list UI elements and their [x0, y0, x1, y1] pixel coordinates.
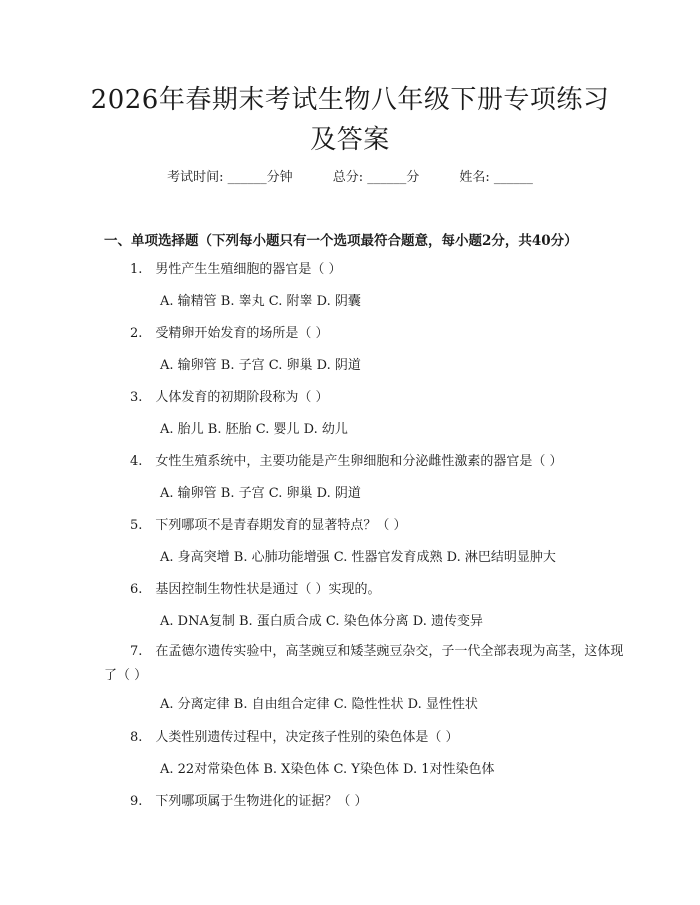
question-text: 1. 男性产生生殖细胞的器官是（ ）	[130, 262, 342, 277]
question-options: A. DNA复制 B. 蛋白质合成 C. 染色体分离 D. 遗传变异	[160, 614, 484, 629]
question-text: 8. 人类性别遗传过程中，决定孩子性别的染色体是（ ）	[130, 730, 459, 745]
question-options: A. 分离定律 B. 自由组合定律 C. 隐性性状 D. 显性性状	[160, 697, 478, 712]
name-field: 姓名: ______	[459, 170, 533, 185]
question-options: A. 输卵管 B. 子宫 C. 卵巢 D. 阴道	[160, 358, 361, 373]
question-text: 7. 在孟德尔遗传实验中，高茎豌豆和矮茎豌豆杂交，子一代全部表现为高茎，这体现了（ ）	[104, 644, 624, 683]
question-text: 4. 女性生殖系统中，主要功能是产生卵细胞和分泌雌性激素的器官是（ ）	[130, 454, 563, 469]
total-score-field: 总分: ______分	[332, 170, 420, 185]
section-heading: 一、单项选择题（下列每小题只有一个选项最符合题意，每小题2分，共40分）	[104, 233, 578, 249]
exam-meta	[0, 168, 700, 188]
document-title	[90, 80, 610, 160]
exam-time-field: 考试时间: ______分钟	[167, 170, 293, 185]
question-text: 2. 受精卵开始发育的场所是（ ）	[130, 326, 329, 341]
question-options: A. 22对常染色体 B. X染色体 C. Y染色体 D. 1对性染色体	[160, 762, 495, 777]
question-text: 3. 人体发育的初期阶段称为（ ）	[130, 390, 329, 405]
question-text: 6. 基因控制生物性状是通过（ ）实现的。	[130, 582, 381, 597]
title-line-1: 2026年春期末考试生物八年级下册专项练习	[90, 85, 610, 115]
question-options: A. 输精管 B. 睾丸 C. 附睾 D. 阴囊	[160, 294, 361, 309]
title-line-2: 及答案	[310, 125, 390, 155]
question-options: A. 身高突增 B. 心肺功能增强 C. 性器官发育成熟 D. 淋巴结明显肿大	[160, 550, 556, 565]
question-options: A. 胎儿 B. 胚胎 C. 婴儿 D. 幼儿	[160, 422, 348, 437]
question-text: 5. 下列哪项不是青春期发育的显著特点？（ ）	[130, 518, 407, 533]
question-text: 9. 下列哪项属于生物进化的证据？（ ）	[130, 794, 368, 809]
question-options: A. 输卵管 B. 子宫 C. 卵巢 D. 阴道	[160, 486, 361, 501]
